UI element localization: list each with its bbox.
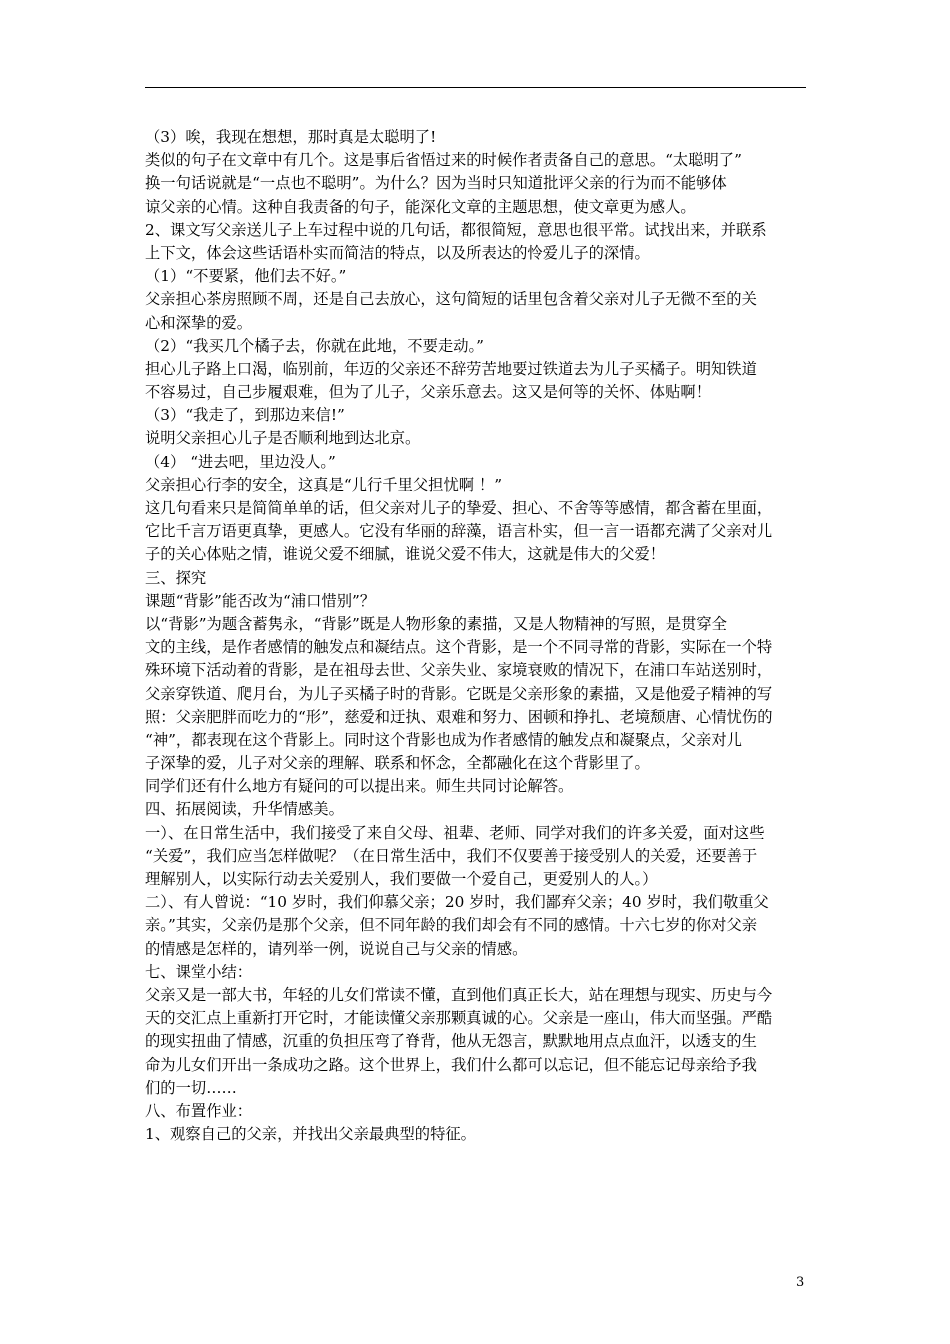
text-line: 父亲担心茶房照顾不周，还是自己去放心，这句简短的话里包含着父亲对儿子无微不至的关 [145,290,757,309]
text-line: 的情感是怎样的，请列举一例，说说自己与父亲的情感。 [145,939,528,958]
text-line: 上下文，体会这些话语朴实而简洁的特点，以及所表达的怜爱儿子的深情。 [145,243,650,262]
text-line: 的现实扭曲了情感，沉重的负担压弯了脊背，他从无怨言，默默地用点点血汗，以透支的生 [145,1032,757,1051]
body-text [145,126,810,1146]
text-line: （4） “进去吧，里边没人。” [145,452,336,471]
text-line: 父亲又是一部大书，年轻的儿女们常读不懂，直到他们真正长大，站在理想与现实、历史与今 [145,985,773,1004]
text-line: 这几句看来只是简简单单的话，但父亲对儿子的挚爱、担心、不舍等等感情，都含蓄在里面， [145,499,773,517]
text-line: 子的关心体贴之情，谁说父爱不细腻，谁说父爱不伟大，这就是伟大的父爱！ [145,545,666,564]
text-line: 理解别人，以实际行动去关爱别人，我们要做一个爱自己，更爱别人的人。） [145,870,658,888]
text-line: 不容易过，自己步履艰难，但为了儿子，父亲乐意去。这又是何等的关怀、体贴啊！ [145,383,711,402]
text-line: 亲。”其实，父亲仍是那个父亲，但不同年龄的我们却会有不同的感情。十六七岁的你对父亲 [145,916,758,935]
text-line: 1、观察自己的父亲，并找出父亲最典型的特征。 [145,1125,476,1144]
text-line: （3）唉，我现在想想，那时真是太聪明了! [145,128,437,146]
text-line: 父亲穿铁道、爬月台，为儿子买橘子时的背影。它既是父亲形象的素描，又是他爱子精神的写 [145,684,773,703]
text-line: 担心儿子路上口渴，临别前，年迈的父亲还不辞劳苦地要过铁道去为儿子买橘子。明知铁道 [145,359,757,378]
text-line: 换一句话说就是“一点也不聪明”。为什么？因为当时只知道批评父亲的行为而不能够体 [145,174,727,193]
text-line: 父亲担心行李的安全，这真是“儿行千里父担忧啊 ！” [145,475,503,494]
page-number: 3 [796,1275,805,1290]
text-line: （3）“我走了，到那边来信!” [145,406,345,425]
text-line: 命为儿女们开出一条成功之路。这个世界上，我们什么都可以忘记，但不能忘记母亲给予我 [145,1055,757,1074]
section-heading: 七、课堂小结： [145,962,253,981]
text-line: 们的一切…… [145,1078,237,1097]
text-line: 说明父亲担心儿子是否顺利地到达北京。 [145,429,421,448]
text-line: （1）“不要紧，他们去不好。” [145,267,347,286]
text-line: 天的交汇点上重新打开它时，才能读懂父亲那颗真诚的心。父亲是一座山，伟大而坚强。严酷 [145,1009,773,1028]
text-line: 心和深挚的爱。 [145,313,253,332]
text-line: 子深挚的爱，儿子对父亲的理解、联系和怀念，全都融化在这个背影里了。 [145,754,650,773]
section-heading: 八、布置作业： [145,1101,253,1120]
text-line: 课题“背影”能否改为“浦口惜别”？ [145,591,376,610]
header-rule [145,87,806,88]
text-line: 照：父亲肥胖而吃力的“形”，慈爱和迂执、艰难和努力、困顿和挣扎、老境颓唐、心情忧伤的 [145,707,773,726]
text-line: 一）、在日常生活中，我们接受了来自父母、祖辈、老师、同学对我们的许多关爱，面对这些 [145,823,765,842]
text-line: 它比千言万语更真挚，更感人。它没有华丽的辞藻，语言朴实，但一言一语都充满了父亲对儿 [145,522,773,541]
text-line: 2、课文写父亲送儿子上车过程中说的几句话，都很简短，意思也很平常。试找出来，并联系 [145,220,767,239]
section-heading: 四、拓展阅读，升华情感美。 [145,800,344,819]
text-line: 类似的句子在文章中有几个。这是事后省悟过来的时候作者责备自己的意思。“太聪明了” [145,151,742,170]
text-line: 谅父亲的心情。这种自我责备的句子，能深化文章的主题思想，使文章更为感人。 [145,197,696,216]
text-line: “关爱”，我们应当怎样做呢？（在日常生活中，我们不仅要善于接受别人的关爱，还要善于 [145,846,758,865]
text-line: 二）、有人曾说：“10 岁时，我们仰慕父亲；20 岁时，我们鄙弃父亲；40 岁时，我们敬重父 [145,893,769,912]
section-heading: 三、探究 [145,568,207,587]
text-line: 同学们还有什么地方有疑问的可以提出来。师生共同讨论解答。 [145,777,574,796]
text-line: 文的主线，是作者感情的触发点和凝结点。这个背影，是一个不同寻常的背影，实际在一个特 [145,638,773,657]
text-line: “神”，都表现在这个背影上。同时这个背影也成为作者感情的触发点和凝聚点，父亲对儿 [145,730,742,749]
text-line: （2）“我买几个橘子去，你就在此地，不要走动。” [145,336,484,355]
text-line: 以“背影”为题含蓄隽永，“背影”既是人物形象的素描，又是人物精神的写照，是贯穿全 [145,614,727,633]
text-line: 殊环境下活动着的背影，是在祖母去世、父亲失业、家境衰败的情况下，在浦口车站送别时， [145,661,773,680]
